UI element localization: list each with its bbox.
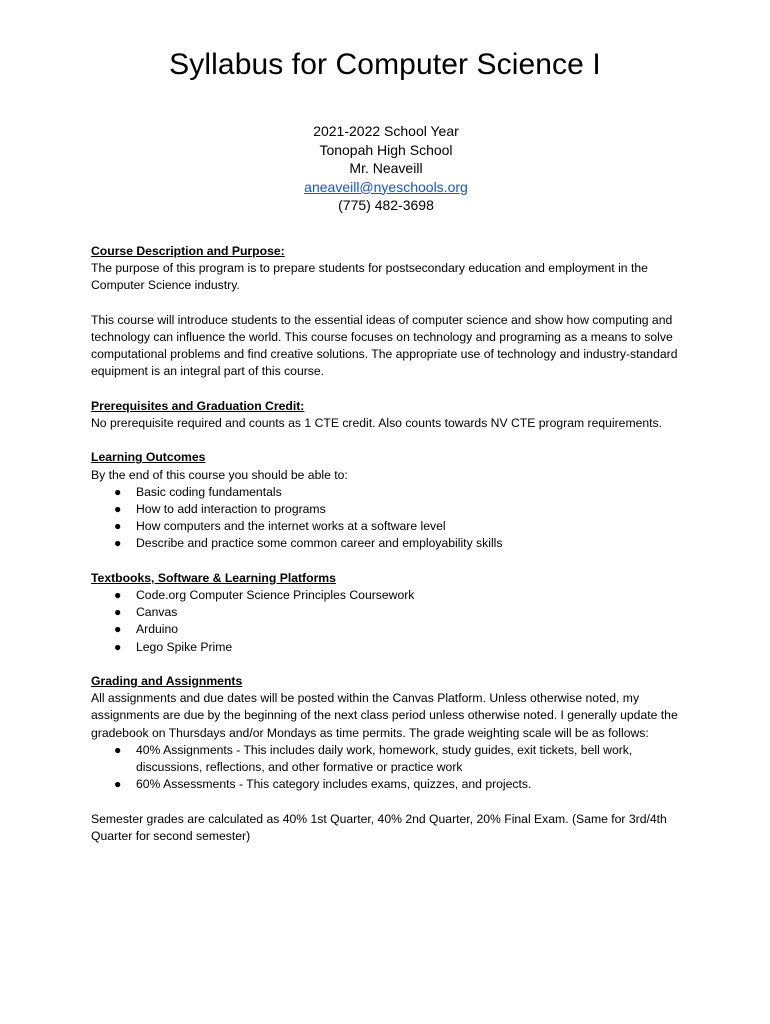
section-heading: Course Description and Purpose: (91, 243, 285, 258)
paragraph: Semester grades are calculated as 40% 1st Quarter, 40% 2nd Quarter, 20% Final Exam. (Same for 3rd/4th Quarter for second semester) (91, 811, 667, 843)
paragraph: By the end of this course you should be able to: (91, 467, 348, 482)
list-item: ● How to add interaction to programs (114, 501, 326, 516)
textbooks-list (91, 587, 691, 656)
list-item: ● Lego Spike Prime (114, 639, 233, 654)
section-heading: Grading and Assignments (91, 673, 243, 688)
list-item: ● Canvas (114, 605, 178, 620)
section-heading: Prerequisites and Graduation Credit: (91, 398, 305, 413)
paragraph: This course will introduce students to the essential ideas of computer science and show how computing and technology can influence the world. This course focuses on technology and programing as a means to solve computational problems and find creative solutions. The appropriate use of technology and industry-standard equipment is an integral part of this course. (91, 312, 678, 379)
list-item: ● Describe and practice some common career and employability skills (114, 536, 503, 551)
outcomes-list (91, 484, 691, 553)
learning-outcomes-section (91, 449, 691, 552)
course-description-section (91, 243, 691, 381)
course-header (91, 122, 681, 215)
page-title: Syllabus for Computer Science I (169, 48, 601, 81)
grading-section (91, 673, 691, 845)
textbooks-section (91, 570, 691, 656)
section-heading: Textbooks, Software & Learning Platforms (91, 570, 336, 585)
teacher-email-link[interactable]: aneaveill@nyeschools.org (304, 178, 468, 195)
prerequisites-section (91, 398, 691, 432)
grading-list (91, 742, 691, 794)
list-item: ● 60% Assessments - This category includes exams, quizzes, and projects. (114, 777, 532, 792)
list-item: ● Arduino (114, 622, 179, 637)
list-item: ● How computers and the internet works at a software level (114, 519, 446, 534)
list-item: ● Basic coding fundamentals (114, 484, 282, 499)
list-item: ● Code.org Computer Science Principles Coursework (114, 587, 415, 602)
paragraph: No prerequisite required and counts as 1 CTE credit. Also counts towards NV CTE program requirements. (91, 415, 663, 430)
list-item: ● 40% Assignments - This includes daily work, homework, study guides, exit tickets, bell work, discussions, reflections, and other formative or practice work (114, 742, 633, 774)
syllabus-page (91, 0, 691, 845)
paragraph: All assignments and due dates will be posted within the Canvas Platform. Unless otherwise noted, my assignments are due by the beginning of the next class period unless otherwise noted. I generally update the gradebook on Thursdays and/or Mondays as time permits. The grade weighting scale will be as follows: (91, 691, 678, 740)
teacher-name: Mr. Neaveill (349, 160, 423, 177)
school-name: Tonopah High School (319, 141, 453, 158)
section-heading: Learning Outcomes (91, 450, 206, 465)
school-year: 2021-2022 School Year (313, 123, 459, 139)
paragraph: The purpose of this program is to prepare students for postsecondary education and employment in the Computer Science industry. (91, 261, 648, 293)
teacher-phone: (775) 482-3698 (338, 197, 434, 214)
